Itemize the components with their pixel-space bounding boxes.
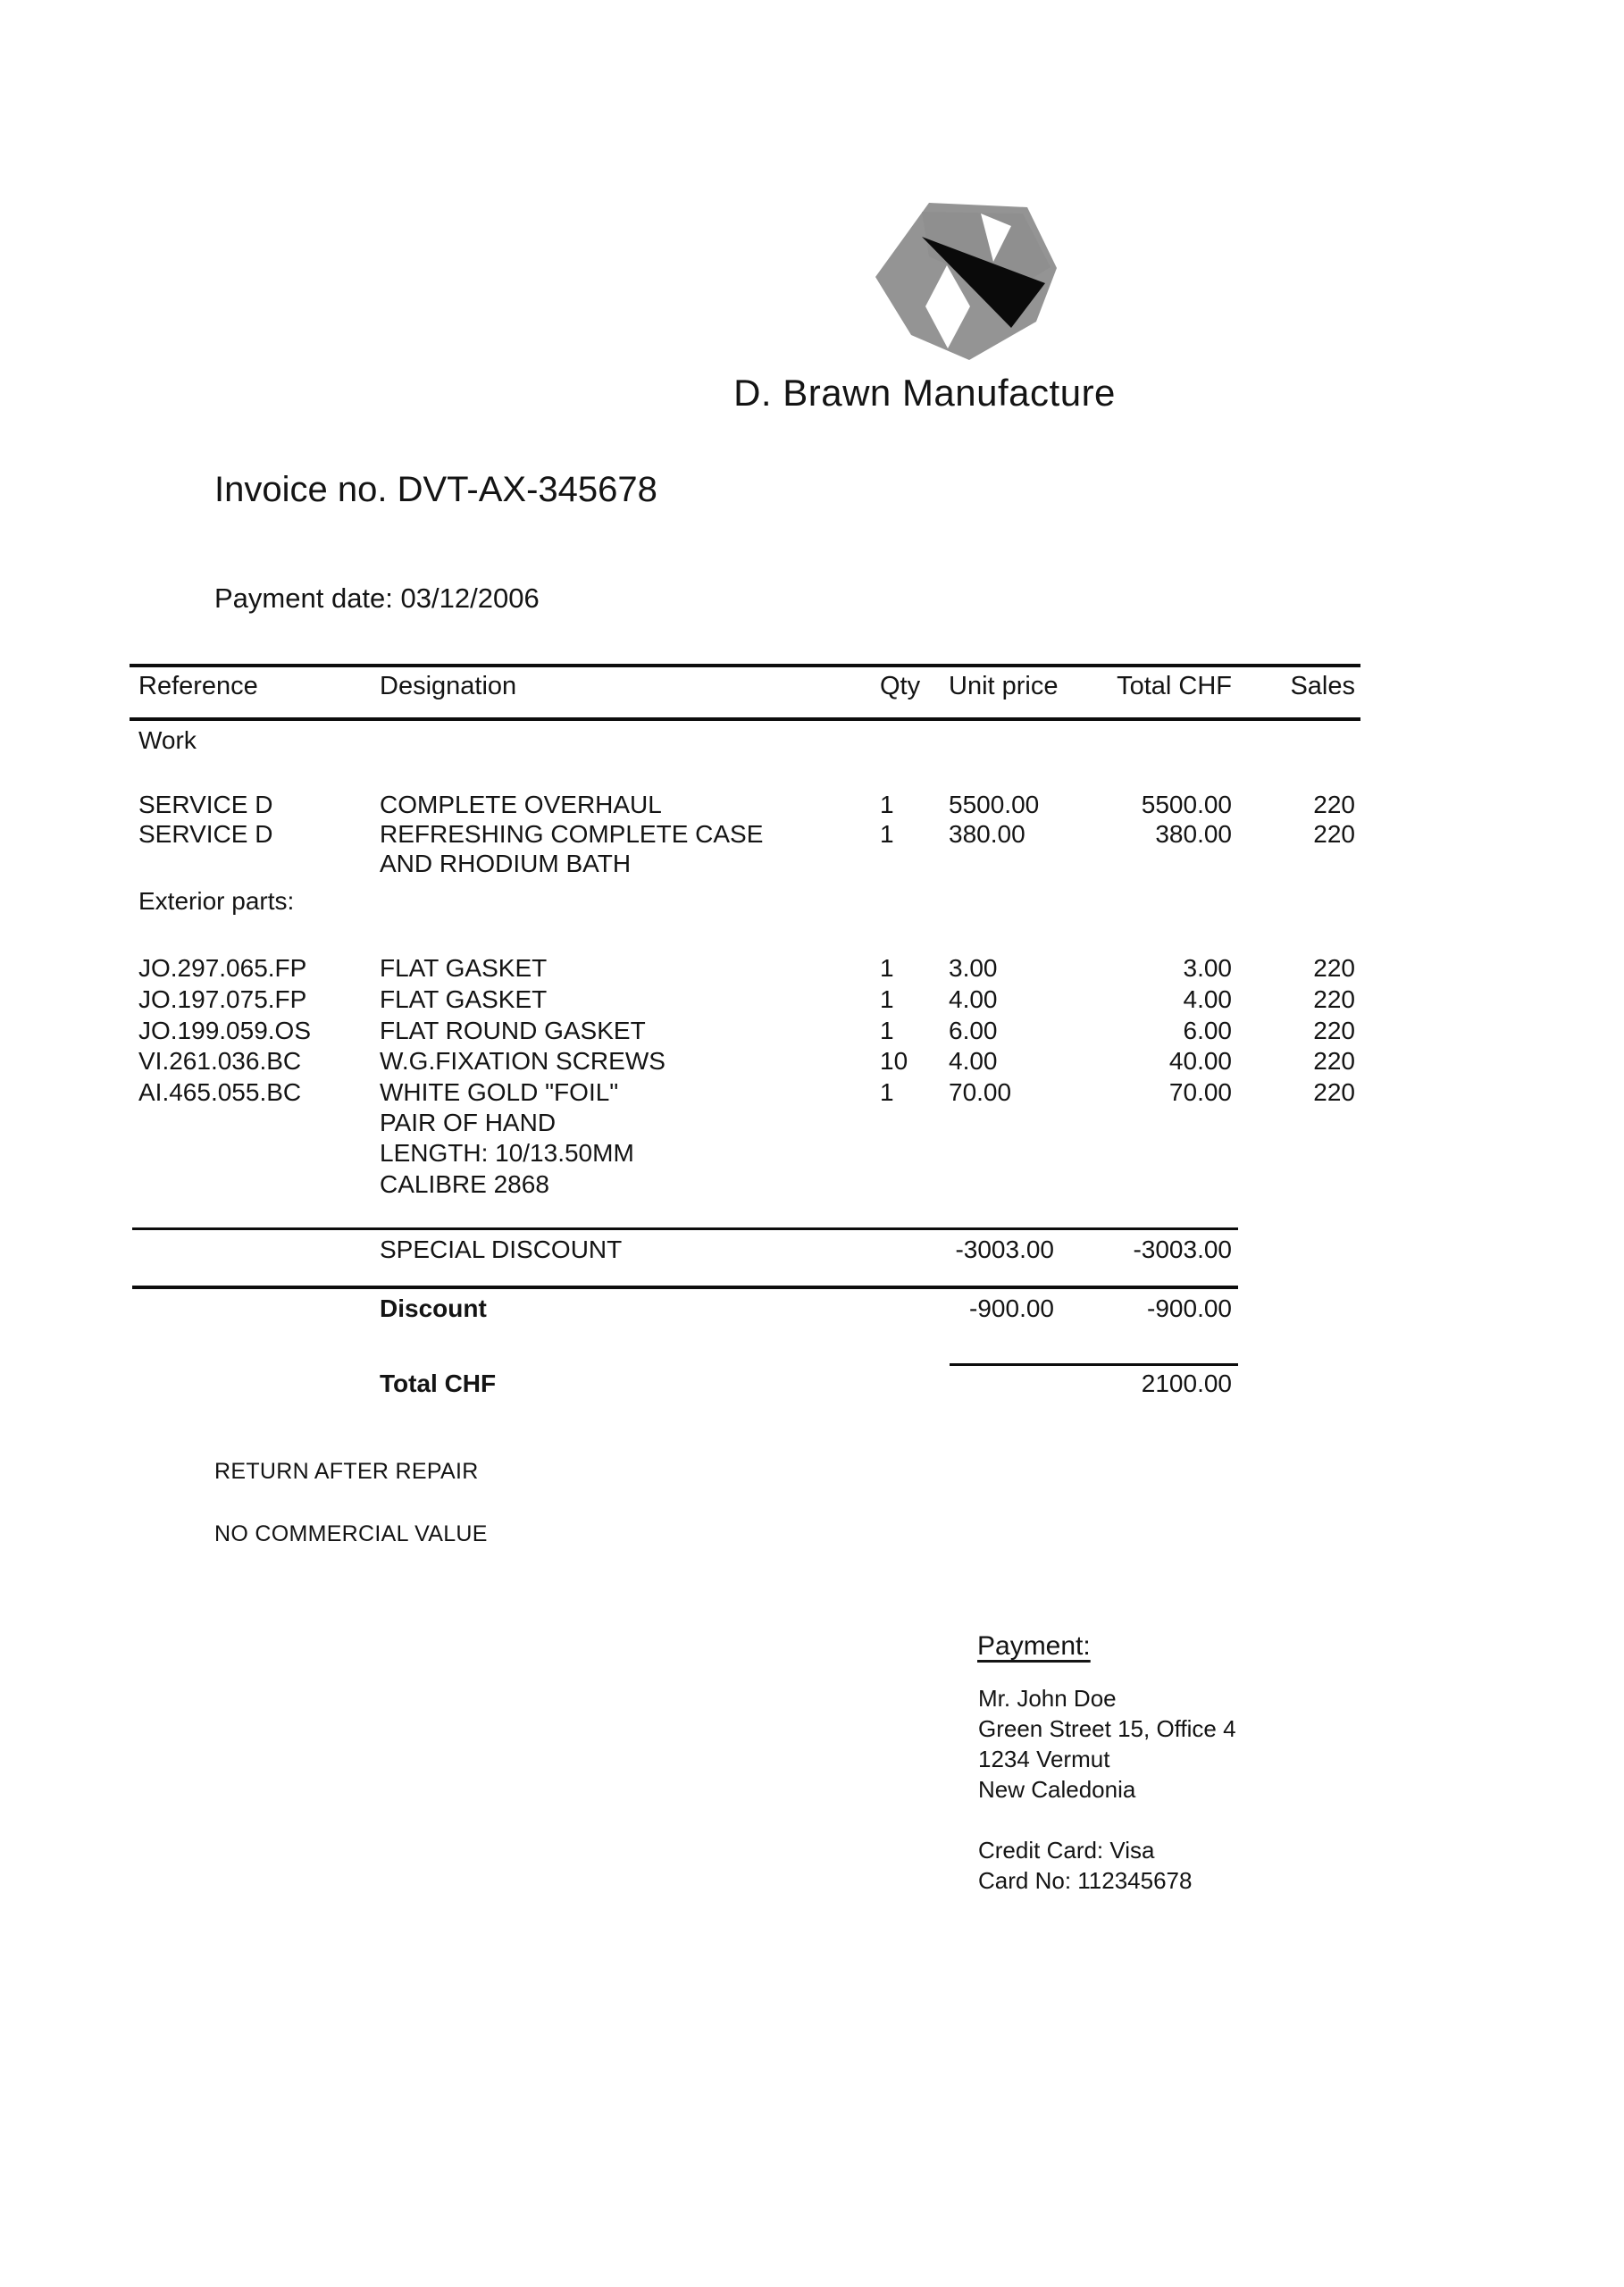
sales-cell: 220 <box>1313 985 1355 1013</box>
qty-cell: 1 <box>880 1078 894 1106</box>
company-name: D. Brawn Manufacture <box>733 372 1116 414</box>
qty-cell: 1 <box>880 985 894 1013</box>
unit-price-cell: 3.00 <box>949 954 998 982</box>
discount-unit-price: -900.00 <box>969 1294 1054 1322</box>
unit-price-cell: 6.00 <box>949 1017 998 1044</box>
payment-heading: Payment: <box>977 1631 1091 1661</box>
discount-total: -900.00 <box>1147 1294 1232 1322</box>
table-row <box>0 791 1624 823</box>
qty-cell: 10 <box>880 1047 908 1075</box>
designation-cell: PAIR OF HAND <box>380 1109 557 1136</box>
table-row <box>0 985 1624 1018</box>
qty-cell: 1 <box>880 820 894 848</box>
table-header-rule <box>130 717 1360 721</box>
table-row-continuation <box>0 850 1624 882</box>
table-row <box>0 820 1624 852</box>
table-row <box>0 954 1624 986</box>
grand-total-row <box>0 1370 1624 1402</box>
ref-cell: SERVICE D <box>138 820 273 848</box>
ref-cell: JO.199.059.OS <box>138 1017 312 1044</box>
total-cell: 40.00 <box>1168 1047 1232 1075</box>
payment-card-number-line: Card No: 112345678 <box>978 1867 1193 1894</box>
unit-price-cell: 4.00 <box>949 1047 998 1075</box>
sales-cell: 220 <box>1313 820 1355 848</box>
column-header-reference: Reference <box>138 672 258 700</box>
invoice-number-line <box>214 470 657 510</box>
discount-label: Discount <box>380 1294 487 1322</box>
total-cell: 5500.00 <box>1141 791 1232 818</box>
sales-cell: 220 <box>1313 954 1355 982</box>
total-cell: 70.00 <box>1168 1078 1232 1106</box>
payment-credit-card-line: Credit Card: Visa <box>978 1837 1155 1864</box>
designation-cell: AND RHODIUM BATH <box>380 850 632 877</box>
unit-price-cell: 4.00 <box>949 985 998 1013</box>
table-row-continuation <box>0 1170 1624 1202</box>
payment-date-label: Payment date: <box>214 582 393 614</box>
payment-address-line: 1234 Vermut <box>978 1746 1110 1772</box>
special-discount-label: SPECIAL DISCOUNT <box>380 1236 623 1263</box>
payment-address-line: New Caledonia <box>978 1776 1136 1803</box>
qty-cell: 1 <box>880 954 894 982</box>
designation-cell: FLAT GASKET <box>380 985 548 1013</box>
column-header-qty: Qty <box>880 672 921 700</box>
designation-cell: CALIBRE 2868 <box>380 1170 549 1198</box>
table-row <box>0 1047 1624 1079</box>
ref-cell: SERVICE D <box>138 791 273 818</box>
invoice-number: DVT-AX-345678 <box>397 470 657 509</box>
table-header-row <box>0 672 1624 704</box>
payment-date-value: 03/12/2006 <box>400 582 540 614</box>
designation-cell: LENGTH: 10/13.50MM <box>380 1139 634 1167</box>
table-top-rule <box>130 664 1360 667</box>
column-header-unit-price: Unit price <box>949 672 1059 700</box>
column-header-sales: Sales <box>1290 672 1355 700</box>
note-no-commercial-value: NO COMMERCIAL VALUE <box>214 1521 488 1546</box>
total-cell: 380.00 <box>1155 820 1232 848</box>
qty-cell: 1 <box>880 1017 894 1044</box>
sales-cell: 220 <box>1313 1047 1355 1075</box>
unit-price-cell: 380.00 <box>949 820 1025 848</box>
table-row <box>0 1078 1624 1110</box>
ref-cell: JO.197.075.FP <box>138 985 307 1013</box>
total-cell: 6.00 <box>1183 1017 1232 1044</box>
total-cell: 3.00 <box>1183 954 1232 982</box>
table-row <box>0 1017 1624 1049</box>
designation-cell: FLAT ROUND GASKET <box>380 1017 646 1044</box>
unit-price-cell: 5500.00 <box>949 791 1040 818</box>
sales-cell: 220 <box>1313 1017 1355 1044</box>
designation-cell: REFRESHING COMPLETE CASE <box>380 820 764 848</box>
column-header-designation: Designation <box>380 672 517 700</box>
ref-cell: AI.465.055.BC <box>138 1078 302 1106</box>
payment-date-line <box>214 582 540 615</box>
special-discount-unit-price: -3003.00 <box>955 1236 1054 1263</box>
grand-total-rule <box>950 1363 1238 1366</box>
ref-cell: JO.297.065.FP <box>138 954 307 982</box>
designation-cell: W.G.FIXATION SCREWS <box>380 1047 666 1075</box>
section-row-exterior-parts <box>0 887 1624 919</box>
invoice-label: Invoice no. <box>214 470 388 509</box>
special-discount-row <box>0 1236 1624 1268</box>
ref-cell: VI.261.036.BC <box>138 1047 302 1075</box>
unit-price-cell: 70.00 <box>949 1078 1012 1106</box>
section-label-work: Work <box>138 726 197 754</box>
grand-total-value: 2100.00 <box>1141 1370 1232 1397</box>
payment-address-line: Green Street 15, Office 4 <box>978 1715 1236 1742</box>
section-row-work <box>0 726 1624 758</box>
hexagon-arrow-logo-icon <box>875 203 1057 360</box>
note-return-after-repair: RETURN AFTER REPAIR <box>214 1459 479 1484</box>
grand-total-label: Total CHF <box>380 1370 497 1397</box>
sales-cell: 220 <box>1313 791 1355 818</box>
designation-cell: COMPLETE OVERHAUL <box>380 791 662 818</box>
sales-cell: 220 <box>1313 1078 1355 1106</box>
company-logo <box>875 203 1057 360</box>
section-label-exterior-parts: Exterior parts: <box>138 887 295 915</box>
table-row-continuation <box>0 1139 1624 1171</box>
discount-rule <box>132 1286 1238 1289</box>
discount-row <box>0 1294 1624 1327</box>
designation-cell: FLAT GASKET <box>380 954 548 982</box>
payment-address-line: Mr. John Doe <box>978 1685 1117 1712</box>
table-row-continuation <box>0 1109 1624 1141</box>
column-header-total-chf: Total CHF <box>1117 672 1232 700</box>
designation-cell: WHITE GOLD "FOIL" <box>380 1078 619 1106</box>
qty-cell: 1 <box>880 791 894 818</box>
special-discount-total: -3003.00 <box>1133 1236 1232 1263</box>
special-discount-rule <box>132 1227 1238 1230</box>
total-cell: 4.00 <box>1183 985 1232 1013</box>
